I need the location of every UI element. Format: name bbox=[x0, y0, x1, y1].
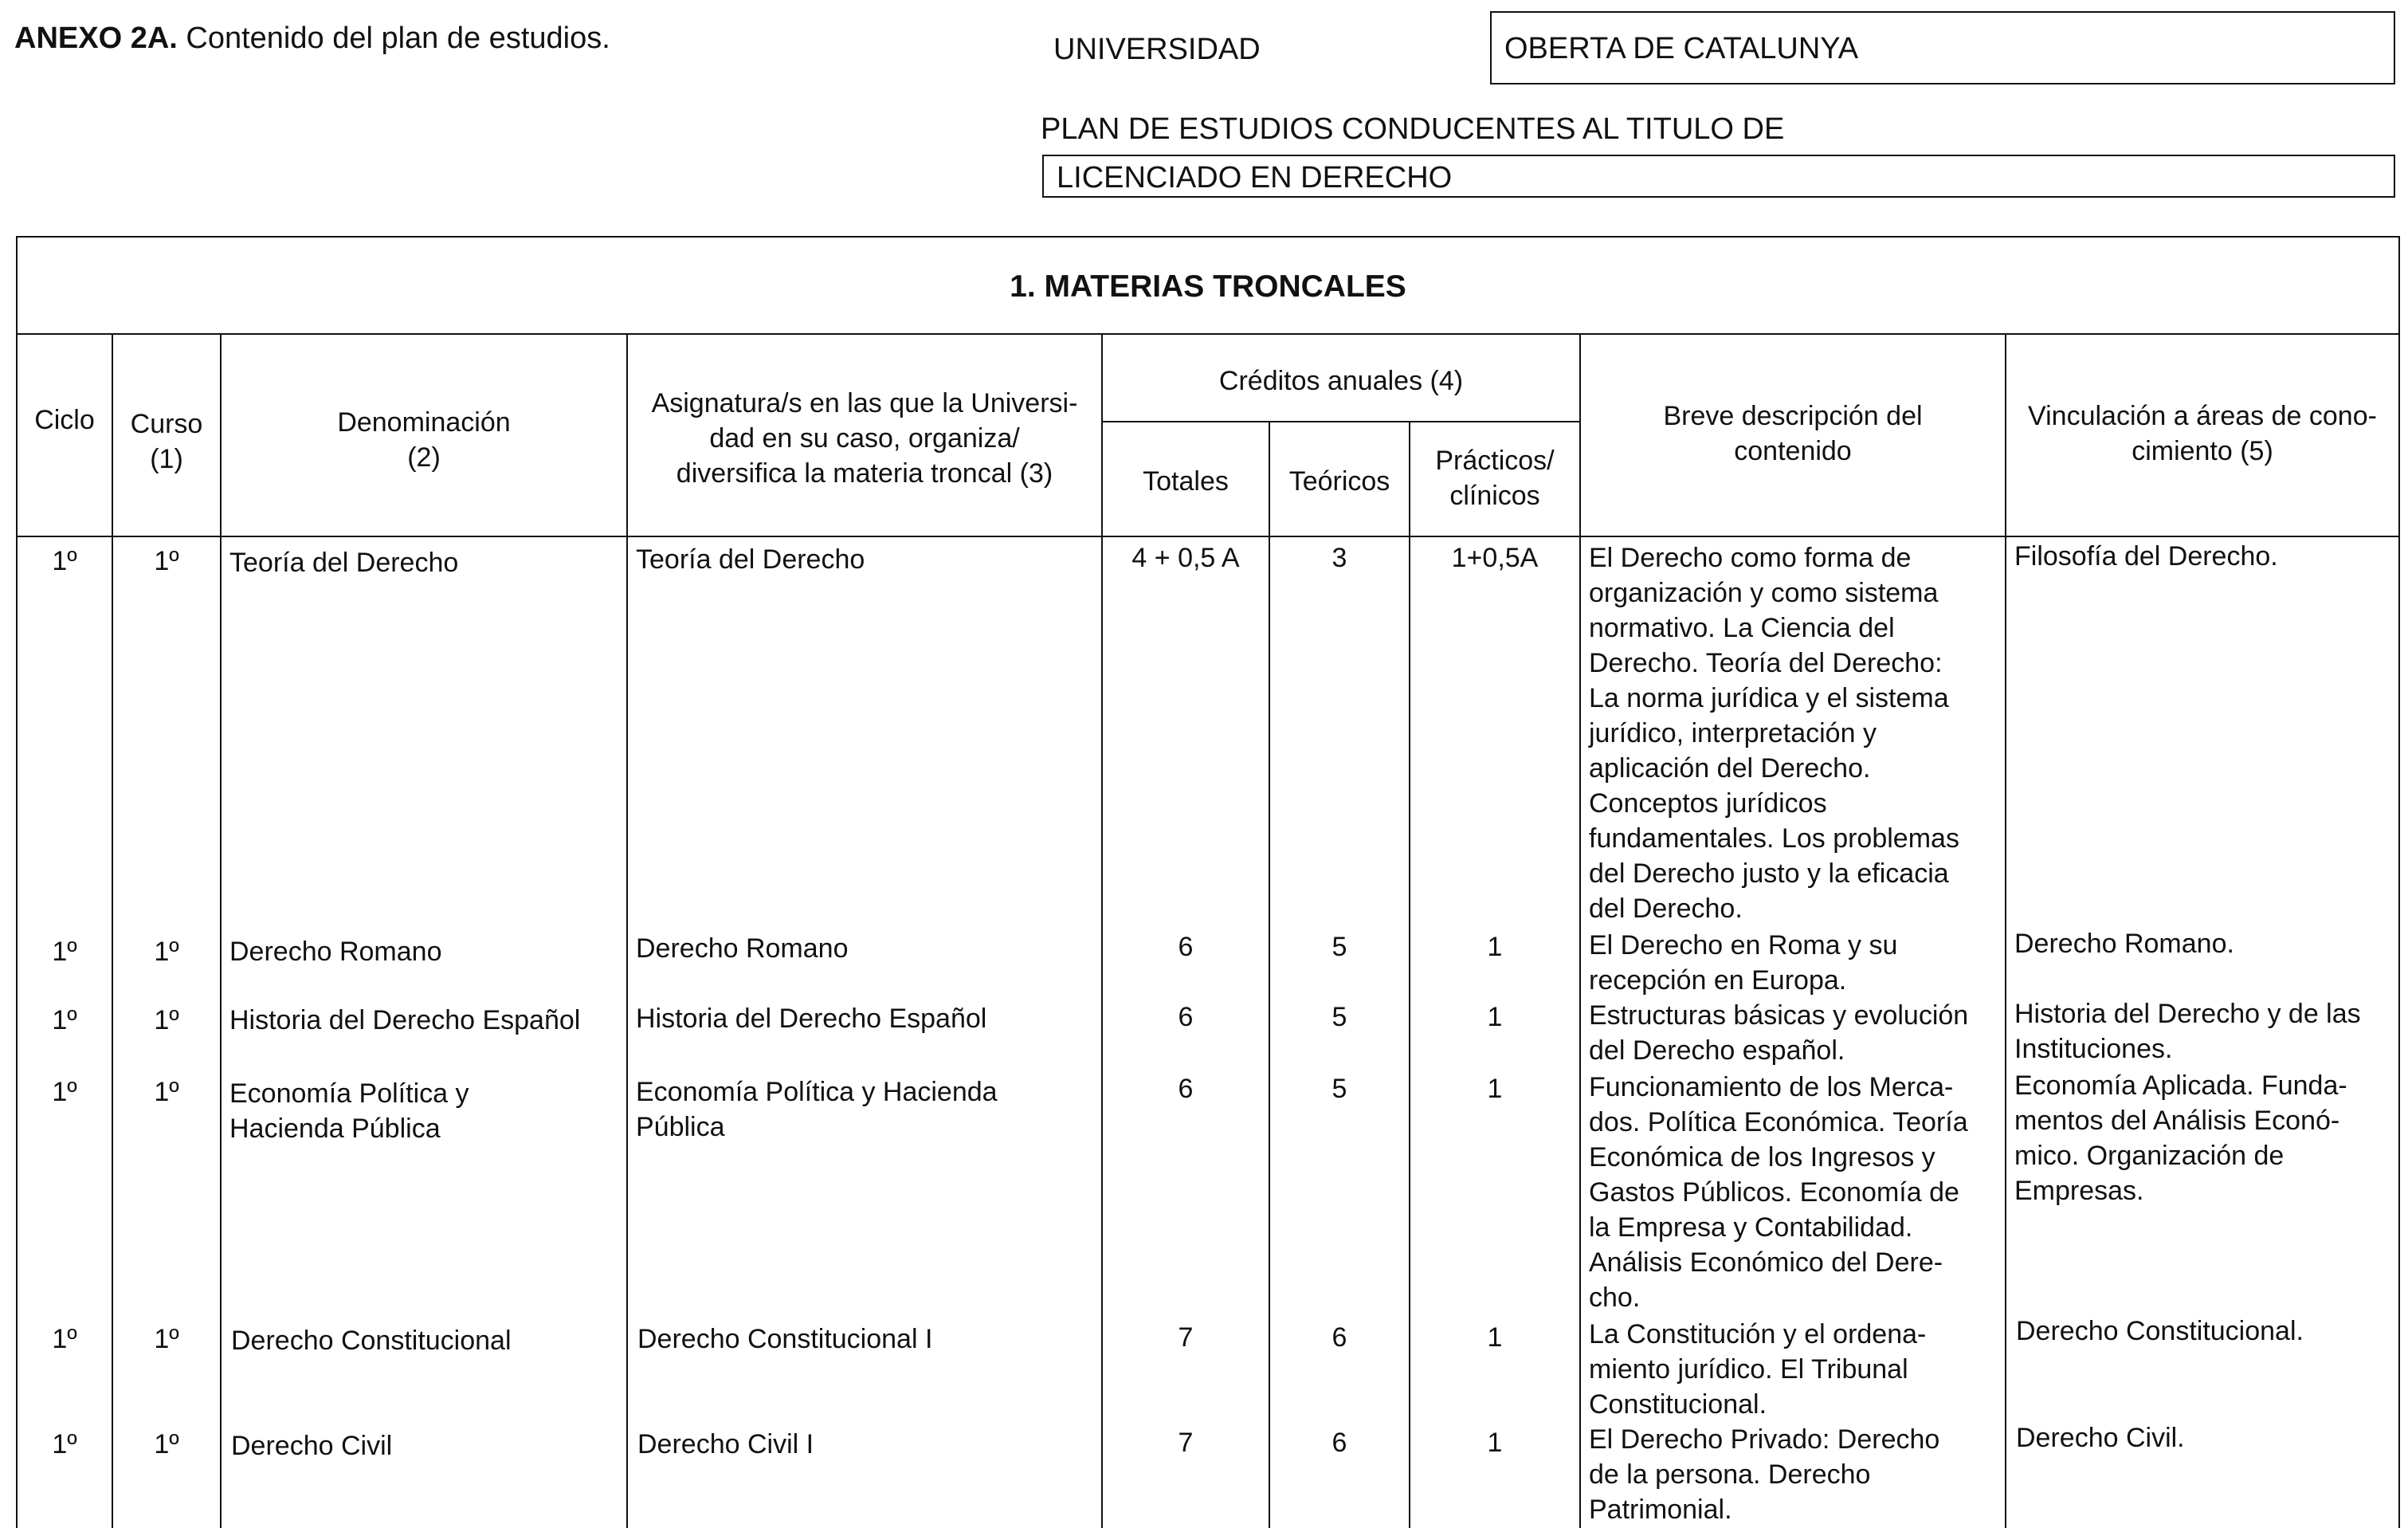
desc-line: El Derecho como forma de bbox=[1589, 543, 1912, 573]
header-descripcion-line1: Breve descripción del bbox=[1663, 401, 1923, 431]
header-practicos-line1: Prácticos/ bbox=[1435, 446, 1555, 476]
cell-totales: 7 bbox=[1178, 1428, 1194, 1458]
header-asignaturas bbox=[628, 386, 1101, 491]
cell-ciclo: 1º bbox=[52, 546, 77, 576]
cell-asignatura bbox=[636, 1074, 998, 1145]
desc-line: de la persona. Derecho bbox=[1589, 1459, 1871, 1490]
header-descripcion-line2: contenido bbox=[1734, 436, 1852, 466]
desc-line: Derecho. Teoría del Derecho: bbox=[1589, 648, 1943, 678]
cell-ciclo: 1º bbox=[52, 937, 77, 967]
header-denominacion-line1: Denominación bbox=[337, 407, 511, 438]
credits-separator bbox=[1101, 421, 1579, 422]
cell-vinculacion bbox=[2014, 996, 2361, 1066]
desc-line: aplicación del Derecho. bbox=[1589, 753, 1871, 784]
desc-line: La Constitución y el ordena- bbox=[1589, 1319, 1927, 1349]
cell-curso: 1º bbox=[154, 1005, 179, 1035]
vinc-line: Historia del Derecho y de las bbox=[2014, 999, 2361, 1029]
cell-ciclo: 1º bbox=[52, 1077, 77, 1107]
desc-line: El Derecho Privado: Derecho bbox=[1589, 1424, 1940, 1455]
cell-curso: 1º bbox=[154, 546, 179, 576]
plan-label: PLAN DE ESTUDIOS CONDUCENTES AL TITULO DE bbox=[1041, 112, 1785, 146]
desc-line: Constitucional. bbox=[1589, 1389, 1767, 1420]
cell-asignatura: Historia del Derecho Español bbox=[636, 1004, 987, 1034]
header-asignaturas-line3: diversifica la materia troncal (3) bbox=[676, 458, 1053, 489]
cell-descripcion bbox=[1589, 1422, 1939, 1527]
header-denominacion-line2: (2) bbox=[407, 442, 441, 473]
cell-totales: 4 + 0,5 A bbox=[1131, 543, 1240, 573]
cell-vinculacion: Derecho Romano. bbox=[2014, 929, 2234, 959]
header-vinculacion-line2: cimiento (5) bbox=[2132, 436, 2273, 466]
denom-line: Hacienda Pública bbox=[229, 1114, 441, 1144]
asig-line: Pública bbox=[636, 1112, 725, 1142]
cell-curso: 1º bbox=[154, 937, 179, 967]
header-curso-line1: Curso bbox=[130, 409, 203, 439]
cell-teoricos: 5 bbox=[1331, 1002, 1347, 1032]
denom-line: Economía Política y bbox=[229, 1078, 469, 1109]
desc-line: fundamentales. Los problemas bbox=[1589, 823, 1959, 854]
header-ciclo bbox=[18, 403, 112, 438]
cell-descripcion bbox=[1589, 1317, 1926, 1422]
header-totales: Totales bbox=[1143, 466, 1229, 497]
col-sep-totales bbox=[1269, 421, 1270, 1528]
header-asignaturas-line1: Asignatura/s en las que la Universi- bbox=[651, 388, 1078, 418]
header-vinculacion-line1: Vinculación a áreas de cono- bbox=[2028, 401, 2377, 431]
header-practicos bbox=[1410, 443, 1579, 513]
asig-line: Economía Política y Hacienda bbox=[636, 1077, 998, 1107]
cell-descripcion bbox=[1589, 998, 1968, 1068]
cell-practicos: 1+0,5A bbox=[1451, 543, 1539, 573]
desc-line: miento jurídico. El Tribunal bbox=[1589, 1354, 1908, 1385]
cell-ciclo: 1º bbox=[52, 1324, 77, 1354]
header-curso-line2: (1) bbox=[150, 444, 183, 474]
desc-line: dos. Política Económica. Teoría bbox=[1589, 1107, 1968, 1137]
desc-line: normativo. La Ciencia del bbox=[1589, 613, 1895, 643]
cell-ciclo: 1º bbox=[52, 1005, 77, 1035]
desc-line: Económica de los Ingresos y bbox=[1589, 1142, 1935, 1173]
cell-totales: 7 bbox=[1178, 1322, 1194, 1353]
col-sep-denominacion bbox=[626, 333, 628, 1528]
table-title: 1. MATERIAS TRONCALES bbox=[1010, 269, 1406, 304]
cell-teoricos: 6 bbox=[1331, 1322, 1347, 1353]
desc-line: El Derecho en Roma y su bbox=[1589, 930, 1898, 960]
header-creditos: Créditos anuales (4) bbox=[1218, 366, 1464, 396]
cell-curso: 1º bbox=[154, 1077, 179, 1107]
cell-vinculacion: Derecho Constitucional. bbox=[2016, 1316, 2304, 1346]
cell-teoricos: 5 bbox=[1331, 1074, 1347, 1104]
cell-practicos: 1 bbox=[1487, 1428, 1503, 1458]
desc-line: del Derecho español. bbox=[1589, 1035, 1845, 1066]
desc-line: Análisis Económico del Dere- bbox=[1589, 1247, 1943, 1278]
desc-line: Gastos Públicos. Economía de bbox=[1589, 1177, 1959, 1208]
cell-descripcion bbox=[1589, 540, 1959, 926]
cell-teoricos: 3 bbox=[1331, 543, 1347, 573]
header-vinculacion bbox=[2006, 399, 2398, 469]
annex-description: Contenido del plan de estudios. bbox=[177, 22, 610, 55]
cell-denominacion: Teoría del Derecho bbox=[229, 548, 459, 578]
desc-line: Conceptos jurídicos bbox=[1589, 788, 1827, 819]
cell-vinculacion bbox=[2014, 1068, 2347, 1208]
cell-asignatura: Teoría del Derecho bbox=[636, 544, 865, 575]
cell-teoricos: 6 bbox=[1331, 1428, 1347, 1458]
desc-line: cho. bbox=[1589, 1282, 1641, 1313]
col-sep-curso bbox=[220, 333, 222, 1528]
vinc-line: mico. Organización de bbox=[2014, 1141, 2284, 1171]
table-border-top bbox=[16, 236, 2400, 238]
cell-denominacion: Derecho Romano bbox=[229, 937, 442, 967]
cell-asignatura: Derecho Constitucional I bbox=[637, 1324, 933, 1354]
cell-ciclo: 1º bbox=[52, 1429, 77, 1459]
annex-title bbox=[14, 22, 610, 56]
cell-totales: 6 bbox=[1178, 1002, 1194, 1032]
cell-denominacion bbox=[229, 1076, 469, 1146]
cell-practicos: 1 bbox=[1487, 1322, 1503, 1353]
header-practicos-line2: clínicos bbox=[1449, 481, 1540, 511]
cell-teoricos: 5 bbox=[1331, 932, 1347, 962]
desc-line: recepción en Europa. bbox=[1589, 965, 1847, 996]
desc-line: La norma jurídica y el sistema bbox=[1589, 683, 1949, 713]
desc-line: organización y como sistema bbox=[1589, 578, 1939, 608]
table-border-right bbox=[2398, 236, 2400, 1528]
annex-label: ANEXO 2A. bbox=[14, 22, 178, 55]
header-bottom-border bbox=[16, 536, 2400, 537]
header-descripcion bbox=[1581, 399, 2005, 469]
cell-descripcion bbox=[1589, 1070, 1968, 1315]
cell-asignatura: Derecho Civil I bbox=[637, 1429, 814, 1459]
desc-line: la Empresa y Contabilidad. bbox=[1589, 1212, 1913, 1243]
desc-line: Estructuras básicas y evolución bbox=[1589, 1000, 1969, 1031]
cell-curso: 1º bbox=[154, 1324, 179, 1354]
desc-line: Funcionamiento de los Merca- bbox=[1589, 1072, 1954, 1102]
university-label: UNIVERSIDAD bbox=[1053, 33, 1261, 66]
desc-line: del Derecho. bbox=[1589, 894, 1743, 924]
cell-curso: 1º bbox=[154, 1429, 179, 1459]
cell-totales: 6 bbox=[1178, 932, 1194, 962]
vinc-line: mentos del Análisis Econó- bbox=[2014, 1106, 2340, 1136]
cell-practicos: 1 bbox=[1487, 1074, 1503, 1104]
header-asignaturas-line2: dad en su caso, organiza/ bbox=[709, 423, 1020, 454]
cell-practicos: 1 bbox=[1487, 1002, 1503, 1032]
cell-vinculacion: Filosofía del Derecho. bbox=[2014, 541, 2278, 572]
vinc-line: Instituciones. bbox=[2014, 1034, 2173, 1064]
desc-line: jurídico, interpretación y bbox=[1589, 718, 1877, 748]
desc-line: Patrimonial. bbox=[1589, 1495, 1732, 1525]
degree-box bbox=[1042, 155, 2395, 198]
vinc-line: Economía Aplicada. Funda- bbox=[2014, 1070, 2347, 1101]
header-teoricos: Teóricos bbox=[1288, 466, 1390, 497]
cell-totales: 6 bbox=[1178, 1074, 1194, 1104]
cell-denominacion: Historia del Derecho Español bbox=[229, 1005, 581, 1035]
cell-asignatura: Derecho Romano bbox=[636, 933, 849, 964]
cell-practicos: 1 bbox=[1487, 932, 1503, 962]
cell-denominacion: Derecho Constitucional bbox=[231, 1326, 512, 1356]
university-value: OBERTA DE CATALUNYA bbox=[1504, 32, 1859, 65]
cell-vinculacion: Derecho Civil. bbox=[2016, 1423, 2185, 1453]
degree-value: LICENCIADO EN DERECHO bbox=[1057, 161, 1453, 194]
cell-denominacion: Derecho Civil bbox=[231, 1431, 393, 1461]
desc-line: del Derecho justo y la eficacia bbox=[1589, 858, 1949, 889]
header-curso bbox=[113, 407, 220, 477]
header-denominacion bbox=[222, 405, 626, 475]
title-separator bbox=[16, 333, 2400, 335]
col-sep-descripcion bbox=[2005, 333, 2006, 1528]
university-box bbox=[1490, 11, 2395, 84]
col-sep-practicos bbox=[1579, 333, 1581, 1528]
cell-descripcion bbox=[1589, 928, 1897, 998]
header-ciclo-text: Ciclo bbox=[34, 405, 95, 435]
col-sep-teoricos bbox=[1409, 421, 1410, 1528]
vinc-line: Empresas. bbox=[2014, 1176, 2144, 1206]
